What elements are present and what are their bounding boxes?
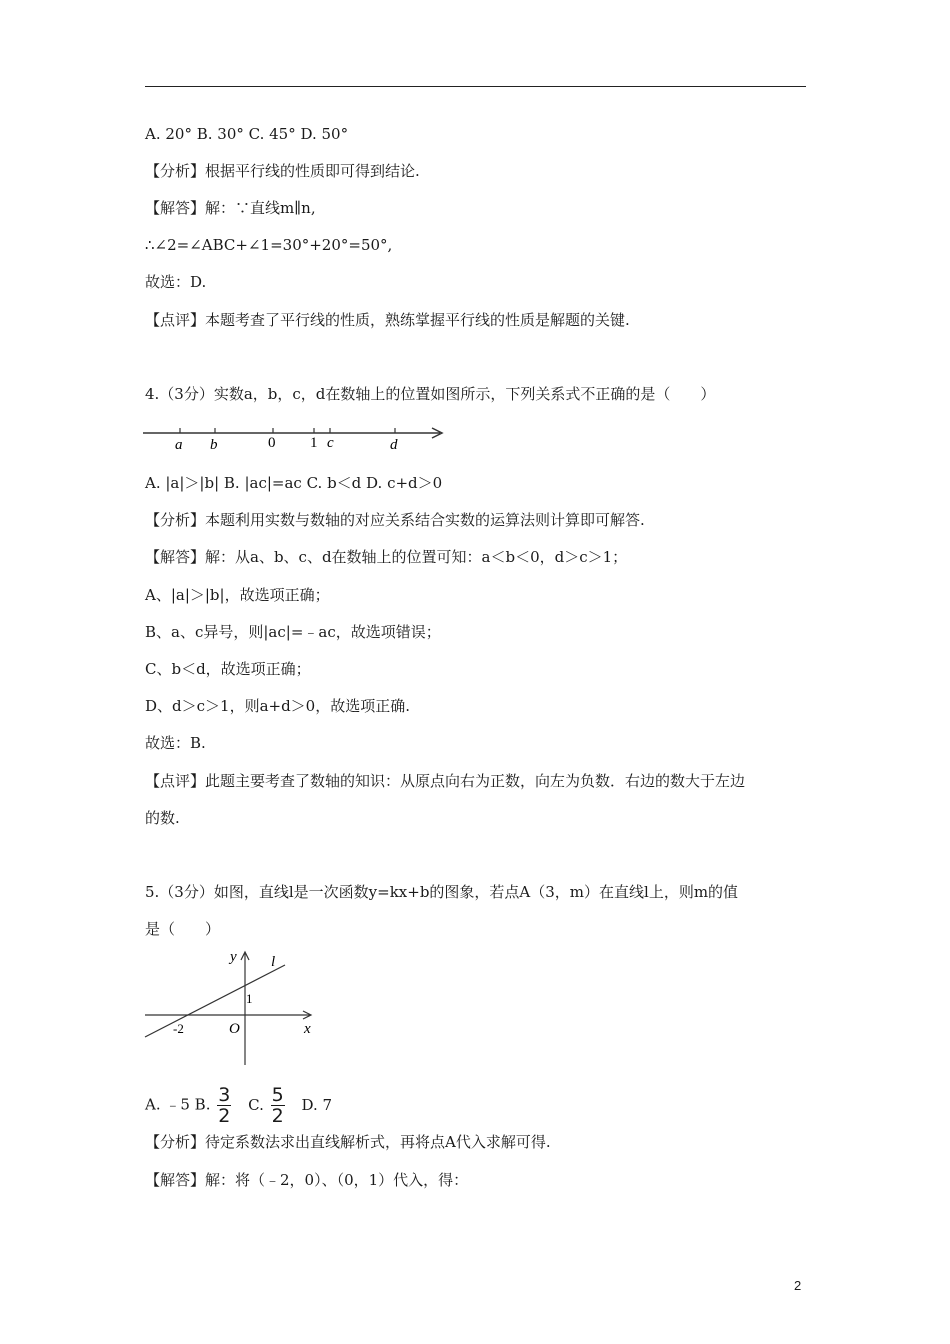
q5-solution-line-1: 【解答】解：将（﹣2，0）、（0，1）代入，得： — [145, 1171, 469, 1189]
q3-comment: 【点评】本题考查了平行线的性质，熟练掌握平行线的性质是解题的关键. — [145, 311, 630, 329]
q4-solution-line-4: C、b＜d，故选项正确； — [145, 660, 311, 678]
q4-stem: 4.（3分）实数a，b，c，d在数轴上的位置如图所示，下列关系式不正确的是（ ） — [145, 385, 716, 403]
option-b-numerator: 3 — [218, 1084, 231, 1106]
line-l — [145, 965, 285, 1037]
q5-option-b-fraction — [217, 1085, 231, 1126]
q4-solution-line-1: 【解答】解：从a、b、c、d在数轴上的位置可知：a＜b＜0，d＞c＞1； — [145, 548, 628, 566]
label-d: d — [390, 437, 398, 453]
q5-option-c-label: C. — [248, 1095, 264, 1114]
q5-option-a: A. ﹣5 B. — [145, 1095, 211, 1114]
q5-option-c-fraction — [271, 1085, 285, 1126]
q4-solution-line-5: D、d＞c＞1，则a+d＞0，故选项正确. — [145, 697, 410, 715]
q4-answer: 故选：B. — [145, 734, 206, 752]
y-intercept-label: 1 — [246, 991, 253, 1006]
q3-solution-line-1: 【解答】解：∵直线m∥n, — [145, 199, 316, 217]
q3-solution-line-2: ∴∠2=∠ABC+∠1=30°+20°=50°, — [145, 236, 393, 254]
q5-stem-line-1: 5.（3分）如图，直线l是一次函数y=kx+b的图象，若点A（3，m）在直线l上，则m的值 — [145, 883, 739, 901]
q4-solution-line-2: A、|a|＞|b|，故选项正确； — [145, 586, 330, 604]
label-b: b — [210, 437, 218, 453]
y-axis-label: y — [230, 949, 237, 965]
q5-linear-function-graph — [140, 945, 330, 1070]
header-rule — [145, 86, 806, 87]
q5-option-d: D. 7 — [301, 1095, 333, 1114]
x-axis-label: x — [304, 1021, 311, 1037]
label-c: c — [327, 435, 334, 451]
q4-solution-line-3: B、a、c异号，则|ac|=﹣ac，故选项错误； — [145, 623, 441, 641]
q5-analysis: 【分析】待定系数法求出直线解析式，再将点A代入求解可得. — [145, 1133, 551, 1151]
label-a: a — [175, 437, 183, 453]
label-0: 0 — [268, 435, 276, 451]
option-c-denominator: 2 — [271, 1105, 284, 1127]
q5-stem-line-2: 是（ ） — [145, 920, 221, 938]
origin-label: O — [229, 1021, 240, 1037]
option-c-numerator: 5 — [271, 1084, 284, 1106]
label-1: 1 — [310, 435, 318, 451]
q3-analysis: 【分析】根据平行线的性质即可得到结论. — [145, 162, 420, 180]
q5-options — [145, 1085, 332, 1126]
q4-analysis: 【分析】本题利用实数与数轴的对应关系结合实数的运算法则计算即可解答. — [145, 511, 645, 529]
q3-options: A. 20° B. 30° C. 45° D. 50° — [145, 125, 349, 143]
q4-options: A. |a|＞|b| B. |ac|=ac C. b＜d D. c+d＞0 — [145, 474, 443, 492]
x-intercept-label: -2 — [173, 1021, 184, 1036]
page-number: 2 — [794, 1278, 802, 1293]
q4-comment-line-2: 的数. — [145, 809, 180, 827]
option-b-denominator: 2 — [218, 1105, 231, 1127]
q3-answer: 故选：D. — [145, 273, 207, 291]
line-l-label: l — [271, 954, 276, 970]
q4-comment-line-1: 【点评】此题主要考查了数轴的知识：从原点向右为正数，向左为负数．右边的数大于左边 — [145, 772, 746, 790]
q4-number-line-figure — [140, 418, 450, 458]
